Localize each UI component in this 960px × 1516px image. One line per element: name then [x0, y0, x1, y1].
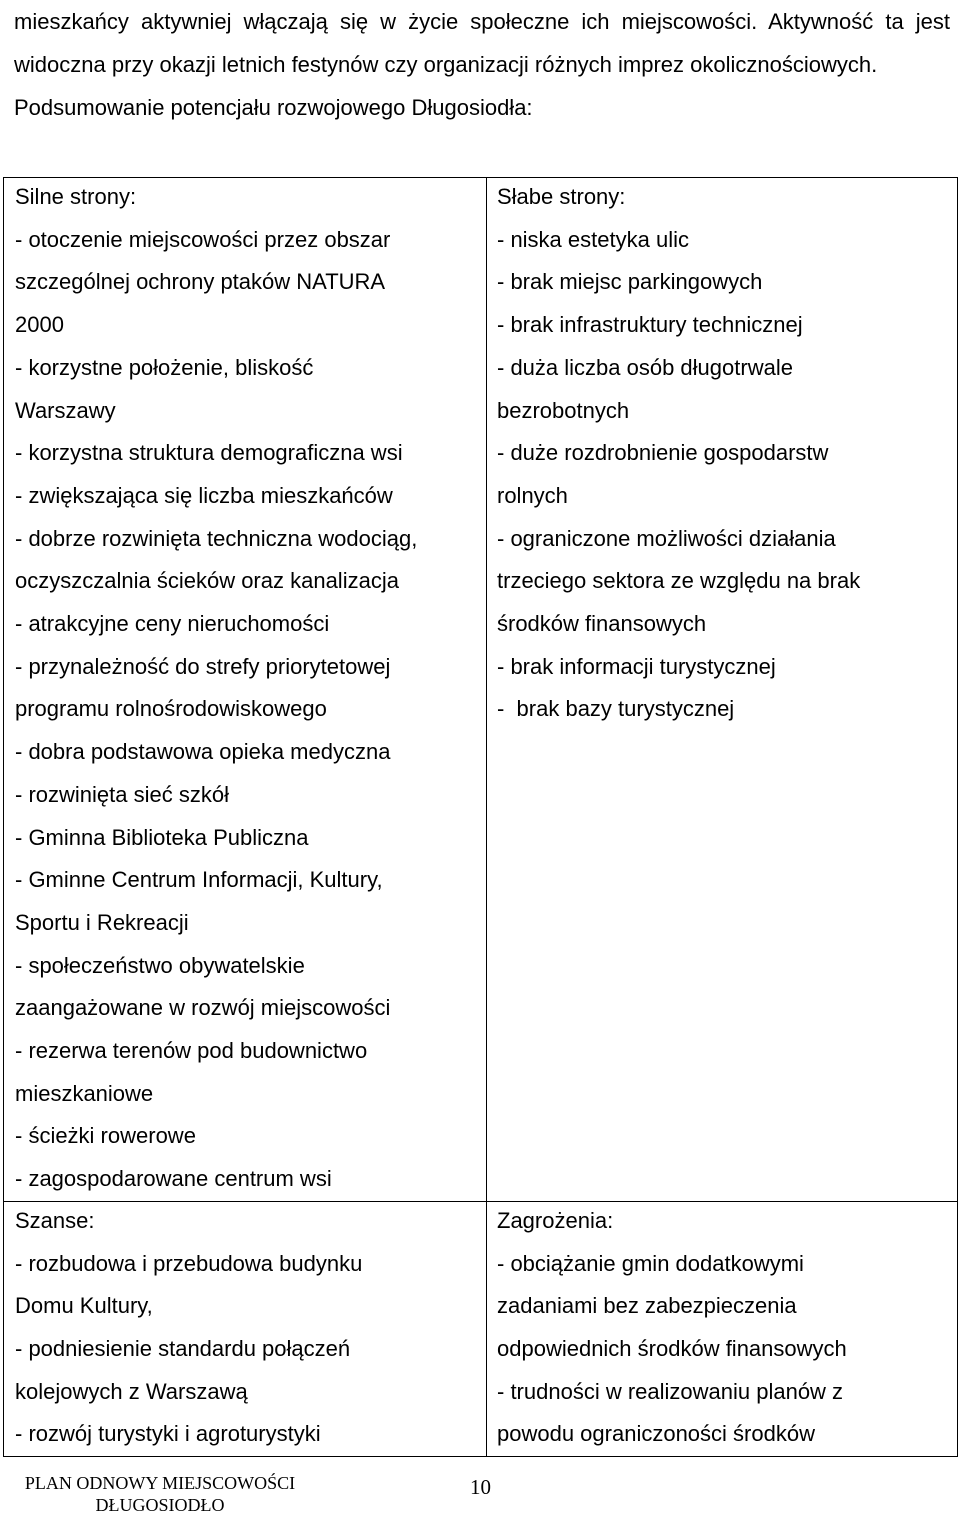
list-item: - brak informacji turystycznej [497, 653, 776, 679]
list-item: - niska estetyka ulic [497, 226, 689, 252]
list-item: kolejowych z Warszawą [15, 1378, 248, 1404]
list-item: - korzystna struktura demograficzna wsi [15, 440, 403, 466]
list-item: rolnych [497, 482, 568, 508]
list-item: - rozwinięta sieć szkół [15, 781, 229, 807]
list-item: powodu ograniczoności środków [497, 1421, 815, 1447]
strengths-cell [4, 178, 487, 1202]
footer-document-title [15, 1472, 305, 1516]
opportunities-cell [4, 1201, 487, 1456]
list-item: - korzystne położenie, bliskość [15, 354, 314, 380]
list-item: programu rolnośrodowiskowego [15, 696, 327, 722]
list-item: - brak bazy turystycznej [497, 696, 735, 722]
list-item: Sportu i Rekreacji [15, 909, 189, 935]
strengths-title: Silne strony: [15, 184, 137, 209]
list-item: - podniesienie standardu połączeń [15, 1335, 351, 1361]
list-item: - dobra podstawowa opieka medyczna [15, 739, 391, 765]
list-item: - zwiększająca się liczba mieszkańców [15, 482, 393, 508]
list-item: - zagospodarowane centrum wsi [15, 1166, 332, 1192]
list-item: - duże rozdrobnienie gospodarstw [497, 440, 829, 466]
list-item: oczyszczalnia ścieków oraz kanalizacja [15, 568, 399, 594]
list-item: - trudności w realizowaniu planów z [497, 1378, 844, 1404]
weaknesses-cell [487, 178, 958, 1202]
list-item: - Gminne Centrum Informacji, Kultury, [15, 867, 383, 893]
list-item: odpowiednich środków finansowych [497, 1335, 847, 1361]
list-item: - ograniczone możliwości działania [497, 525, 836, 551]
list-item: - atrakcyjne ceny nieruchomości [15, 611, 330, 637]
opportunities-title: Szanse: [15, 1207, 95, 1233]
strengths-list [15, 219, 486, 1201]
summary-heading: Podsumowanie potencjału rozwojowego Długosiodła: [14, 95, 533, 120]
weaknesses-title: Słabe strony: [497, 184, 626, 209]
list-item: szczególnej ochrony ptaków NATURA [15, 269, 386, 295]
list-item: bezrobotnych [497, 397, 630, 423]
list-item: zaangażowane w rozwój miejscowości [15, 995, 391, 1021]
list-item: - rezerwa terenów pod budownictwo [15, 1038, 368, 1064]
list-item: - przynależność do strefy priorytetowej [15, 653, 391, 679]
swot-table [3, 177, 958, 1457]
threats-list [497, 1243, 957, 1457]
list-item: - obciążanie gmin dodatkowymi [497, 1250, 804, 1276]
threats-title: Zagrożenia: [497, 1207, 614, 1233]
list-item: 2000 [15, 312, 64, 338]
list-item: - rozwój turystyki i agroturystyki [15, 1421, 321, 1447]
list-item: - dobrze rozwinięta techniczna wodociąg, [15, 525, 418, 551]
list-item: - brak miejsc parkingowych [497, 269, 763, 295]
swot-row-strengths-weaknesses [4, 178, 958, 1202]
list-item: - ścieżki rowerowe [15, 1123, 196, 1149]
footer-title-line1: PLAN ODNOWY MIEJSCOWOŚCI [24, 1473, 296, 1493]
list-item: mieszkaniowe [15, 1080, 154, 1106]
list-item: środków finansowych [497, 611, 707, 637]
threats-cell [487, 1201, 958, 1456]
list-item: Warszawy [15, 397, 116, 423]
list-item: trzeciego sektora ze względu na brak [497, 568, 861, 594]
list-item: - rozbudowa i przebudowa budynku [15, 1250, 363, 1276]
swot-row-opportunities-threats [4, 1201, 958, 1456]
intro-text [14, 0, 950, 129]
list-item: Domu Kultury, [15, 1293, 153, 1319]
opportunities-list [15, 1243, 486, 1457]
footer-title-line2: DŁUGOSIODŁO [95, 1495, 225, 1515]
list-item: - brak infrastruktury technicznej [497, 312, 803, 338]
list-item: - otoczenie miejscowości przez obszar [15, 226, 391, 252]
list-item: zadaniami bez zabezpieczenia [497, 1293, 797, 1319]
page-number: 10 [470, 1475, 491, 1499]
list-item: - duża liczba osób długotrwale [497, 354, 793, 380]
list-item: - społeczeństwo obywatelskie [15, 952, 305, 978]
intro-paragraph: mieszkańcy aktywniej włączają się w życie społeczne ich miejscowości. Aktywność ta jest widoczna przy okazji letnich festynów czy organizacji różnych imprez okolicznościowych. [14, 9, 950, 77]
list-item: - Gminna Biblioteka Publiczna [15, 824, 309, 850]
weaknesses-list [497, 219, 957, 731]
